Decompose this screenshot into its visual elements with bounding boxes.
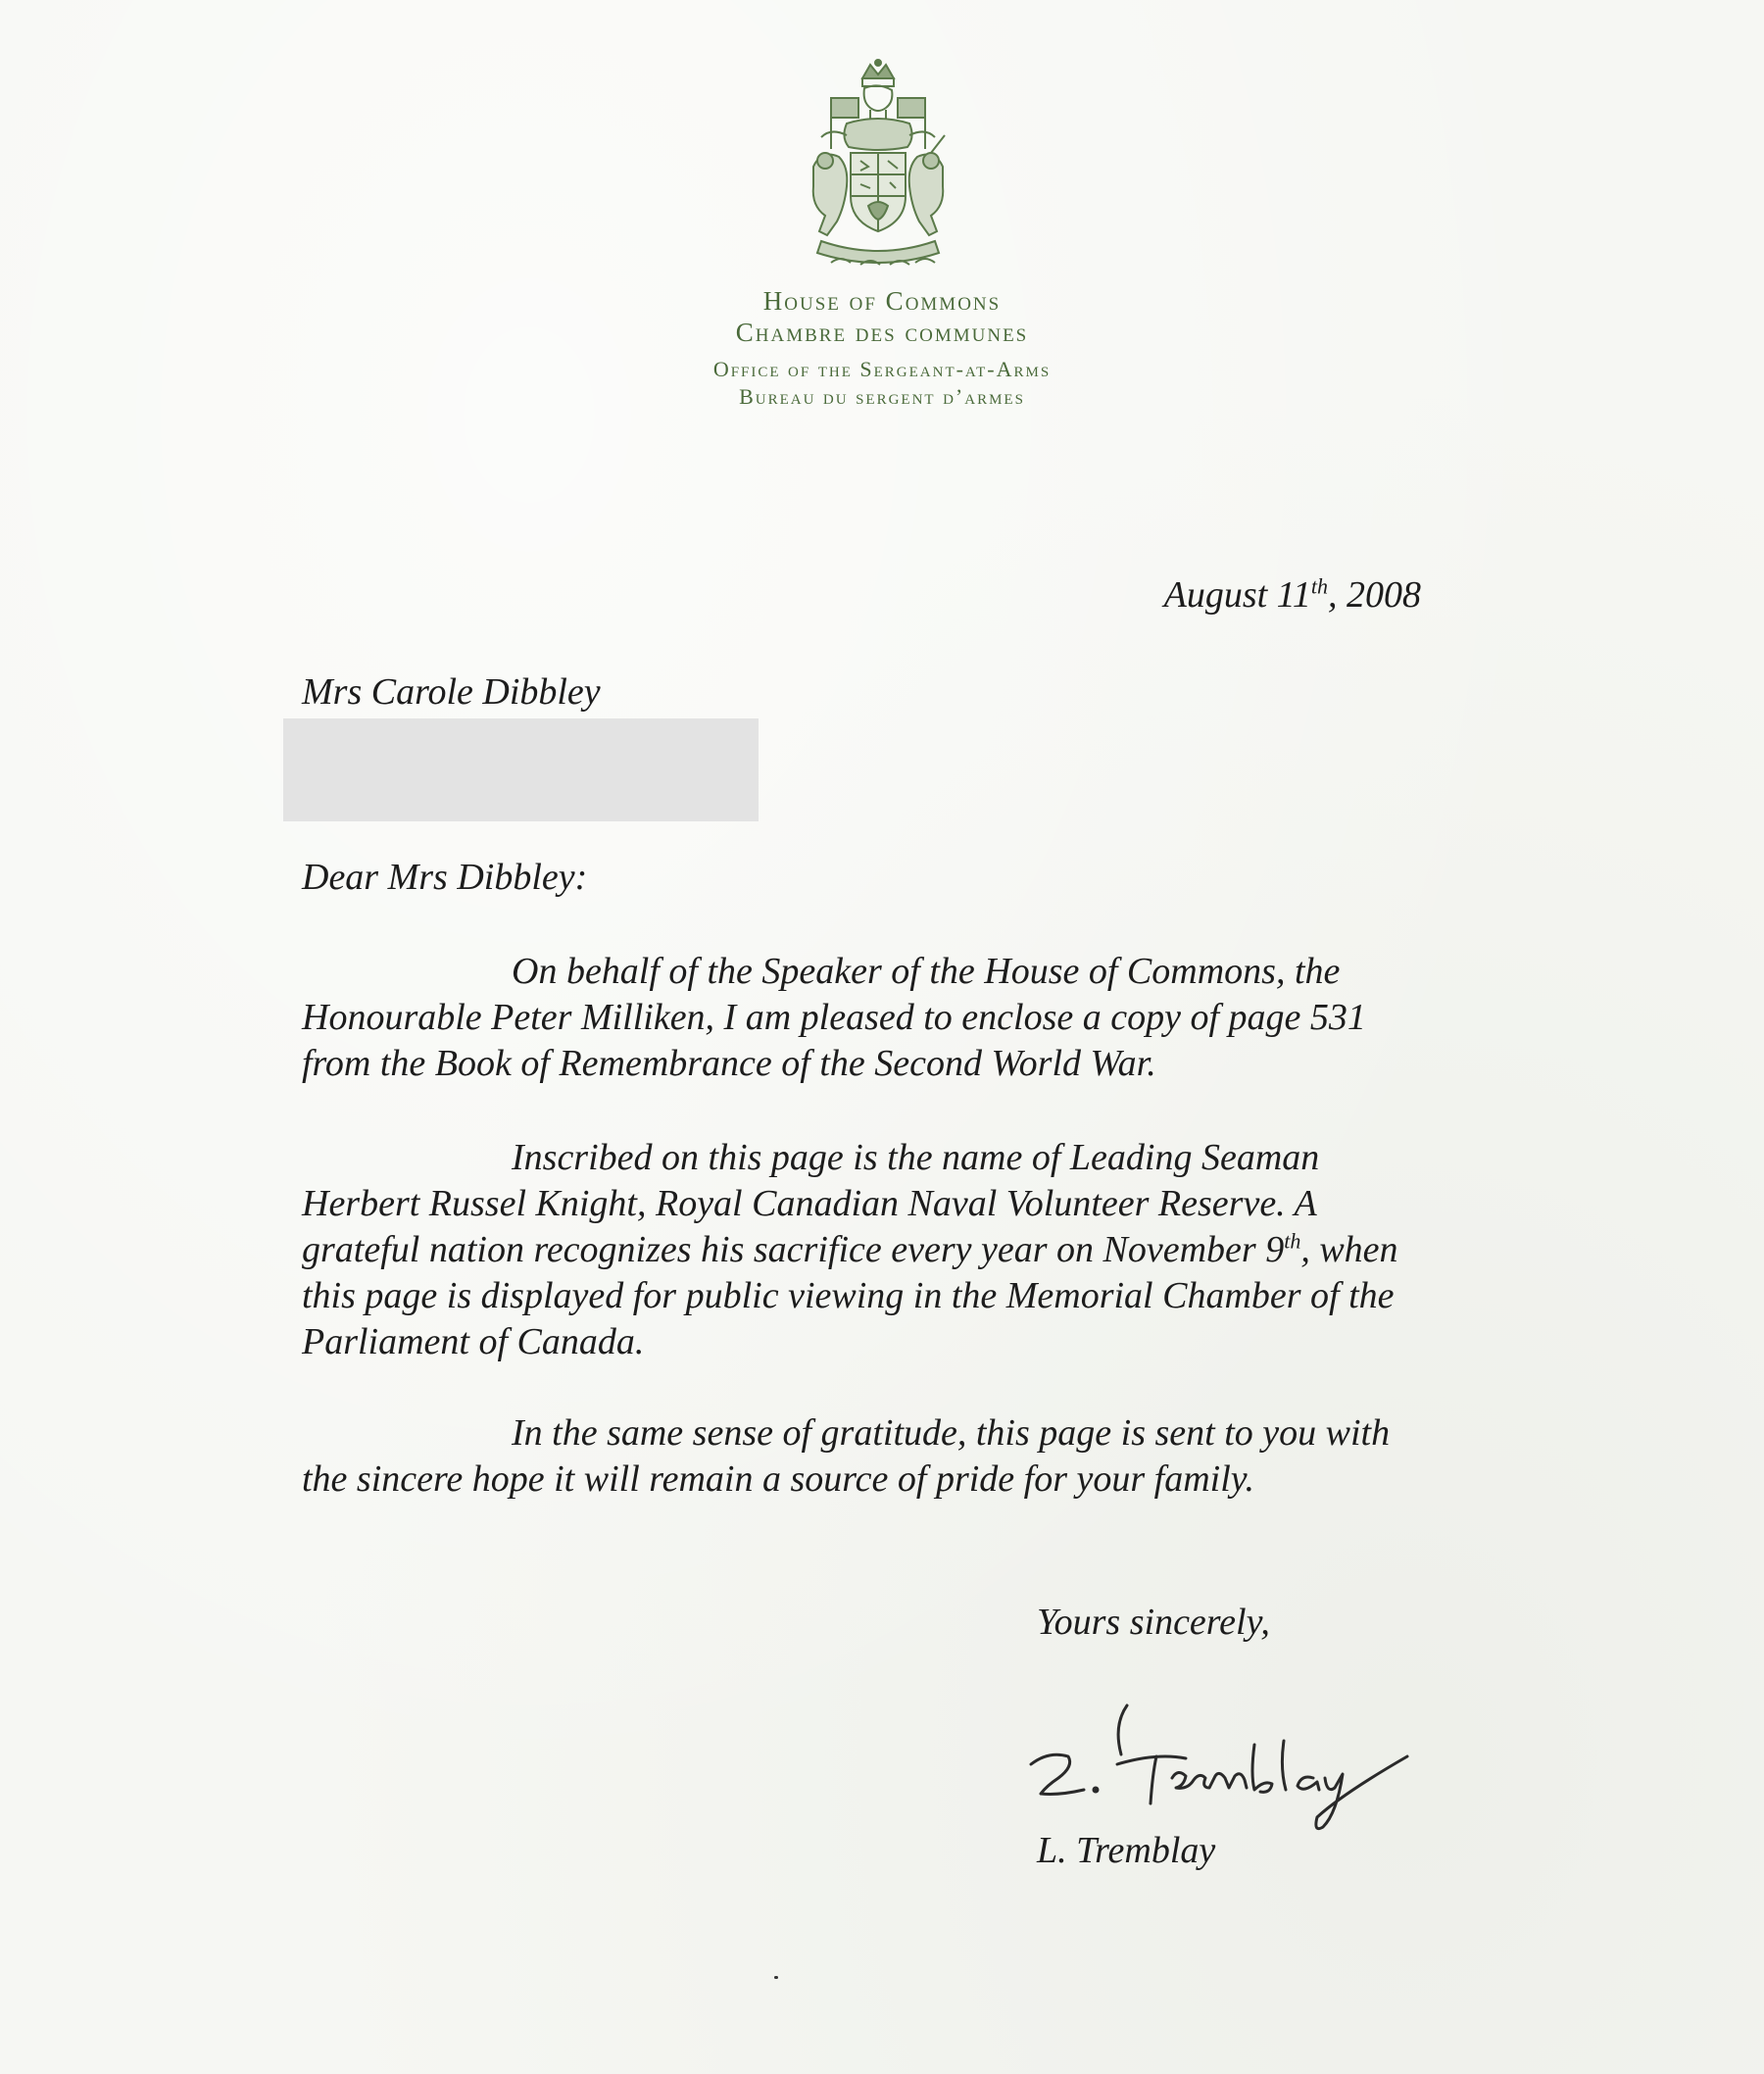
letter-date bbox=[1164, 572, 1421, 617]
closing: Yours sincerely, bbox=[1037, 1602, 1270, 1643]
redacted-address bbox=[283, 718, 759, 821]
body-paragraph-1 bbox=[302, 949, 1439, 1087]
date-year: , 2008 bbox=[1328, 574, 1421, 616]
letterhead-office-english: Office of the Sergeant-at-Arms bbox=[712, 357, 1052, 381]
body-paragraph-2 bbox=[302, 1135, 1439, 1365]
paragraph-2-text-a: Inscribed on this page is the name of Leading Seaman Herbert Russel Knight, Royal Canadian Naval Volunteer Reserve. A grateful nation recognizes his sacrifice every year on November 9 bbox=[302, 1137, 1320, 1270]
letterhead-line-english: House of Commons bbox=[762, 286, 1002, 316]
recipient-name: Mrs Carole Dibbley bbox=[302, 671, 601, 713]
salutation: Dear Mrs Dibbley: bbox=[302, 857, 588, 898]
date-ordinal: th bbox=[1310, 573, 1328, 599]
paragraph-2-ordinal: th bbox=[1284, 1228, 1301, 1254]
paper-speck bbox=[774, 1976, 778, 1979]
handwritten-signature bbox=[1019, 1696, 1431, 1843]
paragraph-1-text: On behalf of the Speaker of the House of Commons, the Honourable Peter Milliken, I am pleased to enclose a copy of page 531 from the Book of Remembrance of the Second World War. bbox=[302, 951, 1366, 1084]
paragraph-3-text: In the same sense of gratitude, this page is sent to you with the sincere hope it will remain a source of pride for your family. bbox=[302, 1412, 1391, 1500]
letterhead-line-french: Chambre des communes bbox=[735, 318, 1029, 347]
body-paragraph-3 bbox=[302, 1410, 1439, 1503]
letterhead-office-french: Bureau du sergent d’armes bbox=[739, 384, 1025, 409]
date-prefix: August 11 bbox=[1163, 574, 1311, 616]
paragraph-2-text-b: , when this page is displayed for public viewing in the Memorial Chamber of the Parliament of Canada. bbox=[302, 1229, 1398, 1362]
canada-coat-of-arms-icon bbox=[792, 59, 964, 276]
signer-name: L. Tremblay bbox=[1037, 1830, 1216, 1871]
